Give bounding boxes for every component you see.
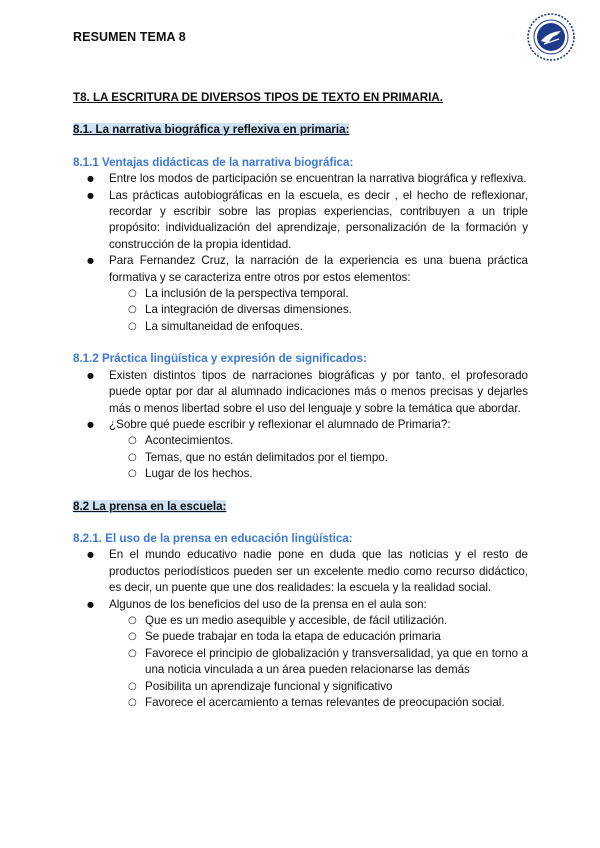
list-item: ● Existen distintos tipos de narraciones biográficas y por tanto, el profesorado puede optar por dar al alumnado indicaciones más o menos precisas y dejarles más o menos libertad sobre el uso del lenguaje y sobre la temática que abordar. <box>73 368 528 417</box>
list-item <box>73 417 528 483</box>
subsection-title-8-1-2: 8.1.2 Práctica lingüística y expresión de significados: <box>73 352 367 366</box>
subsection-title-8-1-1: 8.1.1 Ventajas didácticas de la narrativa biográfica: <box>73 155 354 169</box>
sub-list-item: ○ Temas, que no están delimitados por el tiempo. <box>73 450 528 466</box>
list-item: ● Las prácticas autobiográficas en la escuela, es decir , el hecho de reflexionar, recordar y escribir sobre las propias experiencias, contribuyen a un triple propósito: individualización del aprendizaje, personalización de la formación y construcción de la propia identidad. <box>73 188 528 254</box>
bullet-list <box>73 368 528 483</box>
sub-list-item: ○ La inclusión de la perspectiva temporal. <box>73 286 528 302</box>
section-title-8-2-text: 8.2 La prensa en la escuela: <box>73 499 227 513</box>
list-item-text: Algunos de los beneficios del uso de la prensa en el aula son: <box>109 597 427 611</box>
bullet-list <box>73 171 528 335</box>
section-title-8-2 <box>73 499 528 515</box>
list-item: ● Entre los modos de participación se encuentran la narrativa biográfica y reflexiva. <box>73 171 528 187</box>
sub-list-item: ○ La simultaneidad de enfoques. <box>73 319 528 335</box>
section-title-8-1-text: 8.1. La narrativa biográfica y reflexiva en primaria: <box>73 123 350 137</box>
list-item <box>73 253 528 335</box>
list-item-text: ¿Sobre qué puede escribir y reflexionar el alumnado de Primaria?: <box>109 417 451 431</box>
sub-list-item: ○ Posibilita un aprendizaje funcional y significativo <box>73 679 528 695</box>
list-item-text: Para Fernandez Cruz, la narración de la experiencia es una buena práctica formativa y se caracteriza entre otros por estos elementos: <box>109 254 528 284</box>
sub-bullet-list <box>73 286 528 335</box>
subsection-title-8-2-1: 8.2.1. El uso de la prensa en educación lingüística: <box>73 531 353 545</box>
sub-list-item: ○ Favorece el acercamiento a temas relevantes de preocupación social. <box>73 695 528 711</box>
sub-list-item: ○ Acontecimientos. <box>73 433 528 449</box>
sub-list-item: ○ Favorece el principio de globalización y transversalidad, ya que en torno a una noticia vinculada a un área pueden relacionarse las demás <box>73 646 528 679</box>
university-seal-icon <box>526 12 576 62</box>
sub-list-item: ○ Que es un medio asequible y accesible, de fácil utilización. <box>73 613 528 629</box>
sub-list-item: ○ La integración de diversas dimensiones. <box>73 302 528 318</box>
sub-bullet-list <box>73 433 528 482</box>
page-header-title: RESUMEN TEMA 8 <box>73 30 186 44</box>
list-item <box>73 597 528 712</box>
list-item: ● En el mundo educativo nadie pone en duda que las noticias y el resto de productos periodísticos pueden ser un excelente medio como recurso didáctico, es decir, un puente que une dos realidades: la escuela y la realidad social. <box>73 547 528 596</box>
document-title: T8. LA ESCRITURA DE DIVERSOS TIPOS DE TEXTO EN PRIMARIA. <box>73 91 443 104</box>
document-body <box>73 90 528 727</box>
sub-list-item: ○ Lugar de los hechos. <box>73 466 528 482</box>
bullet-list <box>73 547 528 711</box>
section-title-8-1 <box>73 122 528 138</box>
sub-bullet-list <box>73 613 528 711</box>
sub-list-item: ○ Se puede trabajar en toda la etapa de educación primaria <box>73 629 528 645</box>
